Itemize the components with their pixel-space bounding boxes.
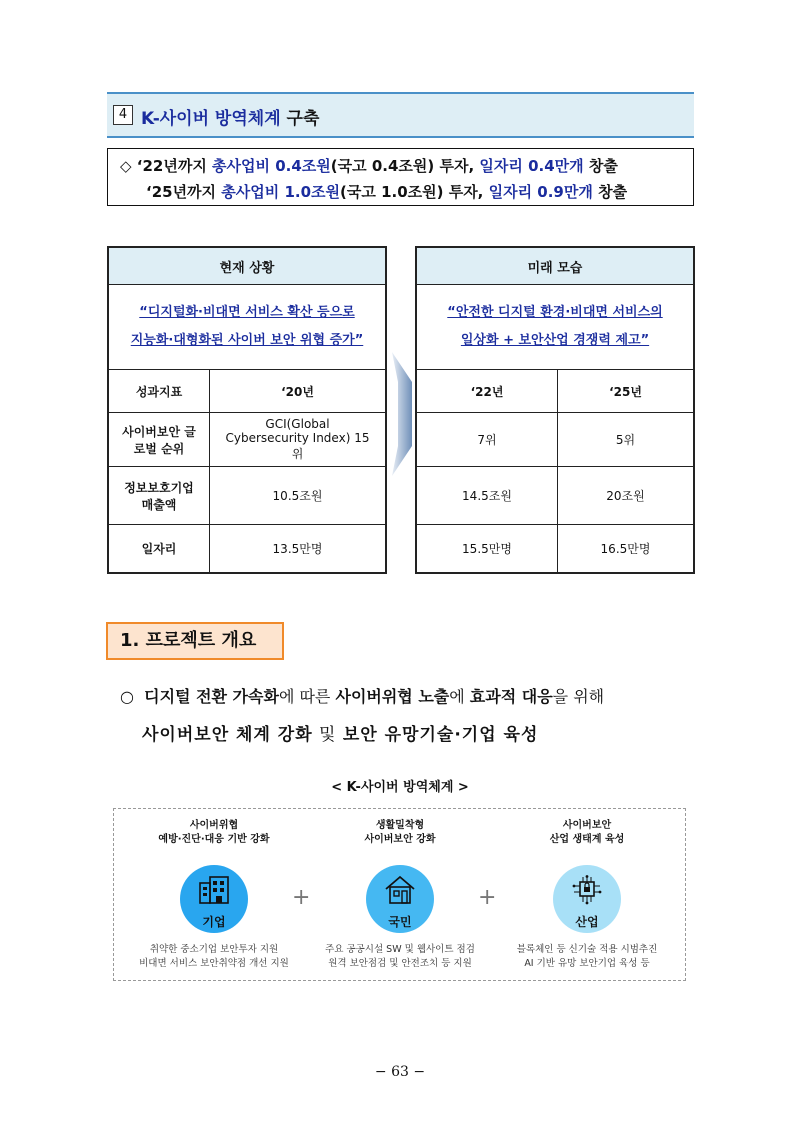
future-vision-table [415,246,695,574]
future-header: 미래 모습 [416,247,694,285]
table-row [416,413,694,467]
project-overview-heading: 1. 프로젝트 개요 [106,622,284,660]
k-cyber-diagram [113,808,686,981]
value-2022: 7위 [416,413,558,467]
column-caption: 사이버보안 산업 생태계 육성 [549,820,625,845]
summary-line-2 [146,181,627,202]
industry-label: 산업 [575,915,599,929]
table-row [416,525,694,573]
summary-text: ‘22년까지 [131,157,213,175]
circle-bullet-icon: ○ [120,687,134,706]
summary-text: 창출 [583,157,618,175]
year-2022-header: ‘22년 [416,370,558,413]
project-paragraph-line-2 [142,720,538,745]
row-value: 13.5만명 [210,525,387,573]
column-description: 블록체인 등 신기술 적용 시범추진 AI 기반 유망 보안기업 육성 등 [516,944,658,969]
project-paragraph-line-1 [120,684,604,707]
row-value: 10.5조원 [210,467,387,525]
project-text-bold: 효과적 대응 [469,687,553,706]
future-quote-line: “안전한 디지털 환경·비대면 서비스의 [447,305,663,320]
year-2025-header: ‘25년 [558,370,695,413]
table-row [108,467,386,525]
value-2022: 14.5조원 [416,467,558,525]
summary-box [107,148,694,206]
section-title-highlight: K-사이버 방역체계 [141,109,281,129]
summary-text: ‘25년까지 [146,183,222,201]
section-title [141,104,319,129]
project-text-bold: 사이버보안 체계 강화 [142,725,313,745]
summary-jobs: 일자리 0.9만개 [488,183,593,201]
project-text-bold: 보안 유망기술·기업 육성 [342,725,539,745]
industry-circle [553,865,621,933]
summary-text: (국고 1.0조원) 투자, [340,183,489,201]
row-label: 일자리 [108,525,210,573]
year-2020-header: ‘20년 [210,370,387,413]
row-value: GCI(Global Cybersecurity Index) 15위 [210,413,387,467]
project-text: 에 [449,687,470,706]
value-2025: 16.5만명 [558,525,695,573]
section-number: 4 [113,105,133,125]
project-text: 을 위해 [552,687,605,706]
future-quote-line: 일상화 + 보안산업 경쟁력 제고” [460,333,650,348]
enterprise-label: 기업 [202,915,226,929]
diamond-bullet-icon: ◇ [120,157,132,175]
column-caption: 생활밀착형 사이버보안 강화 [364,820,436,845]
future-quote [416,285,694,370]
column-caption: 사이버위협 예방·진단·대응 기반 강화 [158,820,270,845]
summary-line-1 [120,155,618,176]
column-description: 주요 공공시설 SW 및 웹사이트 점검 원격 보안점검 및 안전조치 등 지원 [325,944,475,969]
project-text: 에 따른 [278,687,336,706]
page-number: − 63 − [374,1064,426,1080]
row-label: 사이버보안 글로벌 순위 [108,413,210,467]
table-row [416,467,694,525]
chip-lock-icon [571,875,603,905]
transition-arrow-icon [392,352,412,476]
current-quote-line: 지능화·대형화된 사이버 보안 위협 증가” [130,333,364,348]
summary-text: (국고 0.4조원) 투자, [330,157,480,175]
indicator-column-header: 성과지표 [108,370,210,413]
value-2025: 5위 [558,413,695,467]
table-row [108,525,386,573]
column-description: 취약한 중소기업 보안투자 지원 비대면 서비스 보안취약점 개선 지원 [139,944,289,969]
enterprise-circle [180,865,248,933]
summary-text: 창출 [592,183,628,201]
building-icon [198,875,230,905]
plus-icon: + [292,885,311,910]
value-2022: 15.5만명 [416,525,558,573]
row-label: 정보보호기업 매출액 [108,467,210,525]
current-quote [108,285,386,370]
plus-icon: + [478,885,497,910]
table-row [108,413,386,467]
current-status-table [107,246,387,574]
diagram-title: < K-사이버 방역체계 > [331,780,469,795]
summary-jobs: 일자리 0.4만개 [479,157,584,175]
summary-budget: 총사업비 1.0조원 [221,183,341,201]
citizen-label: 국민 [388,915,412,929]
section-header [107,92,694,138]
project-text: 및 [312,725,343,745]
current-header: 현재 상황 [108,247,386,285]
project-text-bold: 사이버위협 노출 [335,687,450,706]
citizen-circle [366,865,434,933]
project-text-bold: 디지털 전환 가속화 [144,687,279,706]
summary-budget: 총사업비 0.4조원 [212,157,331,175]
section-title-rest: 구축 [280,109,320,129]
value-2025: 20조원 [558,467,695,525]
current-quote-line: “디지털화·비대면 서비스 확산 등으로 [139,305,355,320]
house-icon [384,875,416,905]
